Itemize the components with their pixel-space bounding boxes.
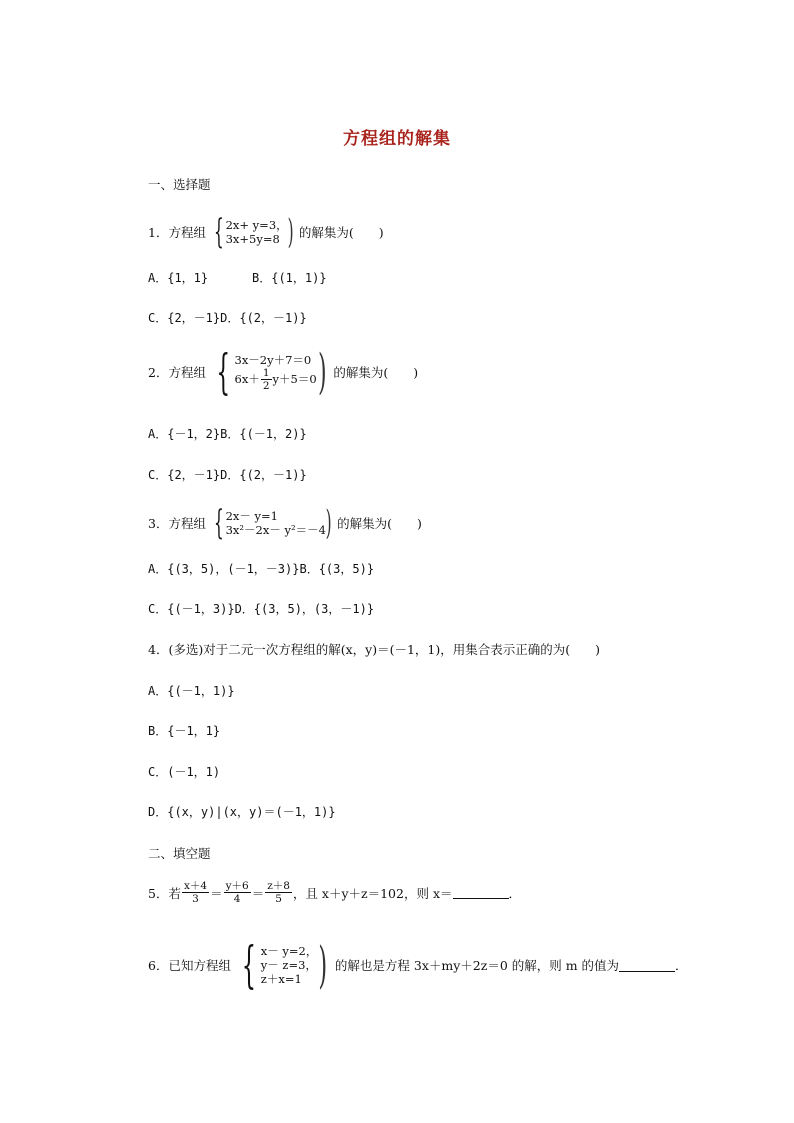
q5-fraction-x	[182, 880, 209, 905]
right-brace-icon: )	[287, 212, 294, 252]
left-brace-icon: {	[213, 212, 224, 252]
question-6	[148, 936, 688, 994]
q4-option-b: B．{－1，1}	[148, 724, 221, 738]
question-5-stem: 5．若	[148, 885, 181, 901]
q4-option-d: D．{(x，y)|(x，y)＝(－1，1)}	[148, 805, 336, 819]
page-title: 方程组的解集	[343, 129, 451, 149]
equals-sign: ＝	[251, 885, 265, 901]
right-brace-icon: )	[325, 503, 332, 543]
fraction-denominator: 2	[262, 379, 270, 392]
fraction-denominator: 5	[275, 893, 282, 905]
fraction-numerator: 1	[262, 366, 270, 379]
question-2	[148, 344, 419, 400]
q2-equation-1: 3x－2y＋7＝0	[234, 352, 312, 367]
question-3	[148, 503, 422, 543]
q2-equation-2-pre: 6x＋	[234, 372, 260, 386]
q5-fraction-y	[224, 880, 251, 905]
q6-equation-3: z＋x=1	[260, 972, 302, 986]
q1-option-cd: C．{2，－1}D．{(2，－1)}	[148, 311, 307, 325]
q3-equation-2: 3x²－2x－ y²＝－4	[225, 523, 326, 537]
question-3-tail: 的解集为( )	[337, 516, 422, 531]
question-1-tail: 的解集为( )	[298, 225, 384, 240]
q5-fraction-z	[265, 880, 292, 905]
fraction-numerator: z＋8	[267, 880, 290, 892]
q4-option-a: A．{(－1，1)}	[148, 684, 235, 698]
q6-equation-2: y－ z=3，	[260, 958, 317, 972]
question-5-condition: ，且 x＋y＋z＝102，则 x＝	[292, 885, 453, 901]
q3-option-cd: C．{(－1，3)}D．{(3，5)，(3，－1)}	[148, 602, 375, 616]
q2-equation-2-post: y＋5＝0	[272, 372, 317, 386]
left-brace-icon: {	[241, 936, 257, 994]
question-1	[148, 212, 384, 252]
q1-equation-2: 3x+5y=8	[225, 232, 280, 246]
q4-option-c: C．(－1，1)	[148, 765, 221, 779]
q6-equation-1: x－ y=2，	[260, 944, 318, 958]
q2-fraction	[261, 367, 272, 392]
question-4: 4．(多选)对于二元一次方程组的解(x，y)＝(－1，1)，用集合表示正确的为( )	[148, 642, 600, 657]
q3-option-ab: A．{(3，5)，(－1，－3)}B．{(3，5)}	[148, 562, 375, 576]
question-5-end: ．	[508, 885, 522, 901]
right-brace-icon: )	[318, 936, 328, 994]
q2-option-ab: A．{－1，2}B．{(－1，2)}	[148, 427, 307, 441]
q1-equation-1: 2x+ y=3，	[225, 218, 288, 232]
q1-option-a: A．{1，1}	[148, 271, 209, 285]
question-1-stem: 1．方程组	[148, 225, 206, 240]
section-heading-fill: 二、填空题	[148, 846, 211, 861]
q3-equation-1: 2x－ y=1	[225, 509, 279, 523]
question-3-stem: 3．方程组	[148, 516, 206, 531]
left-brace-icon: {	[213, 503, 224, 543]
right-brace-icon: )	[317, 344, 327, 400]
fraction-numerator: y＋6	[225, 880, 249, 892]
section-heading-choice: 一、选择题	[148, 177, 211, 192]
question-6-end: ．	[675, 958, 688, 973]
fraction-numerator: x＋4	[183, 880, 208, 892]
equation-system-6	[233, 936, 333, 994]
equation-system-1	[208, 212, 297, 252]
fraction-denominator: 3	[192, 893, 199, 905]
equals-sign: ＝	[210, 885, 223, 901]
question-5	[148, 880, 521, 905]
answer-blank[interactable]	[453, 886, 509, 899]
question-2-stem: 2．方程组	[148, 365, 206, 380]
question-6-stem: 6．已知方程组	[148, 958, 231, 973]
question-2-tail: 的解集为( )	[333, 365, 419, 380]
answer-blank[interactable]	[619, 959, 675, 972]
question-6-condition: 的解也是方程 3x＋my＋2z＝0 的解，则 m 的值为	[334, 958, 620, 973]
q1-option-b: B．{(1，1)}	[252, 271, 327, 285]
left-brace-icon: {	[216, 344, 231, 400]
equation-system-2	[208, 344, 331, 400]
equation-system-3	[208, 503, 335, 543]
q2-option-cd: C．{2，－1}D．{(2，－1)}	[148, 468, 307, 482]
fraction-denominator: 4	[233, 893, 241, 905]
